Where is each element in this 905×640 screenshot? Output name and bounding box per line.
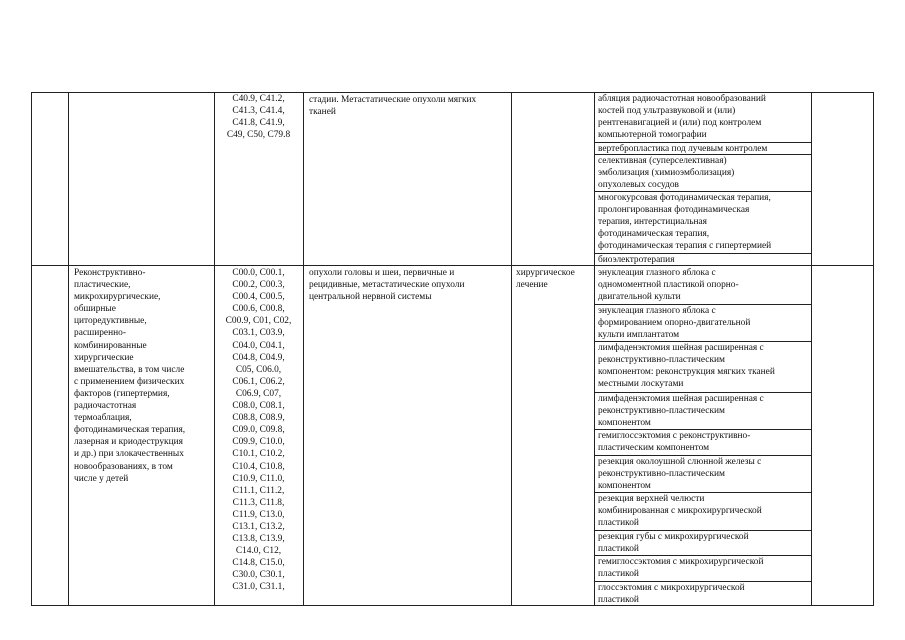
name-line: числе у детей — [74, 473, 129, 484]
method-line: вертебропластика под лучевым контролем — [598, 144, 768, 154]
method-line: резекция губы с микрохирургической — [598, 532, 749, 542]
method-line: селективная (суперселективная) — [598, 156, 727, 166]
icd-code-line: C00.0, C00.1, — [232, 268, 285, 278]
method-line: энуклеация глазного яблока с — [598, 268, 716, 278]
method-cell — [598, 192, 771, 252]
icd-code-line: C41.8, C41.9, — [232, 118, 285, 129]
icd-code-line: C00.9, C01, C02, — [225, 316, 292, 327]
column-divider-3 — [303, 92, 304, 606]
icd-code-line: C13.1, C13.2, — [232, 521, 285, 532]
method-line: пластическим компонентом — [598, 443, 710, 454]
name-line: микрохирургические, — [74, 292, 161, 303]
method-line: пластикой — [598, 595, 639, 606]
name-line: фотодинамическая терапия, — [74, 425, 186, 436]
name-line: новообразованиях, в том — [74, 461, 173, 472]
icd-code-line: C00.6, C00.8, — [232, 304, 285, 315]
method-line: эмболизация (химиоэмболизация) — [598, 168, 735, 179]
method-cell — [598, 93, 766, 141]
table-border-right — [873, 92, 874, 606]
column-divider-1 — [68, 92, 69, 606]
method-line: резекция верхней челюсти — [598, 494, 705, 504]
name-line: хирургические — [74, 352, 134, 363]
method-line: компонентом — [598, 418, 651, 429]
method-line: пластикой — [598, 518, 639, 529]
method-line: резекция околоушной слюнной железы с — [598, 457, 762, 467]
icd-code-line: C09.9, C10.0, — [232, 437, 285, 448]
method-cell — [598, 254, 675, 266]
method-line: компонентом: реконструкция мягких тканей — [598, 367, 775, 378]
method-line: глоссэктомия с микрохирургической — [598, 583, 745, 593]
method-line: культи имплантатом — [598, 330, 680, 341]
icd-code-line: C06.9, C07, — [235, 388, 282, 399]
method-cell — [598, 155, 734, 191]
disease-model-cell — [309, 94, 476, 118]
icd-code-line: C14.8, C15.0, — [232, 558, 285, 569]
name-line: лазерная и криодеструкция — [74, 437, 183, 448]
method-cell — [598, 456, 761, 492]
icd-code-line: C14.0, C12, — [235, 546, 282, 557]
method-line: гемиглоссэктомия с реконструктивно- — [598, 431, 751, 441]
row-divider — [31, 265, 874, 266]
table-border-left — [31, 92, 32, 606]
icd-code-line: C10.9, C11.0, — [232, 473, 285, 484]
icd-codes-cell — [214, 93, 303, 141]
name-line: вмешательства, в том числе — [74, 364, 185, 375]
icd-code-line: C08.0, C08.1, — [232, 401, 285, 412]
name-line: пластические, — [74, 280, 131, 291]
icd-code-line: C31.0, C31.1, — [232, 582, 285, 593]
icd-code-line: C04.8, C04.9, — [232, 352, 285, 363]
icd-code-line: C03.1, C03.9, — [232, 328, 285, 339]
method-line: пролонгированная фотодинамическая — [598, 205, 750, 216]
method-cell — [598, 430, 750, 454]
method-line: фотодинамическая терапия с гипертермией — [598, 241, 772, 252]
table-border-bottom — [31, 605, 874, 606]
icd-code-line: C40.9, C41.2, — [232, 94, 285, 104]
treatment-line: лечение — [516, 280, 548, 291]
method-line: абляция радиочастотная новообразований — [598, 94, 766, 104]
method-cell — [598, 393, 764, 429]
method-line: гемиглоссэктомия с микрохирургической — [598, 557, 764, 567]
treatment-line: хирургическое — [516, 268, 575, 278]
column-divider-5 — [594, 92, 595, 606]
method-cell — [598, 143, 767, 155]
disease-model-cell — [309, 267, 464, 303]
method-cell — [598, 305, 750, 341]
name-line: радиочастотная — [74, 401, 137, 412]
method-line: формированием опорно-двигательной — [598, 318, 751, 329]
name-line: с применением физических — [74, 376, 185, 387]
method-cell — [598, 531, 749, 555]
method-line: энуклеация глазного яблока с — [598, 306, 716, 316]
method-line: многокурсовая фотодинамическая терапия, — [598, 193, 771, 203]
method-line: реконструктивно-пластическим — [598, 469, 725, 480]
method-cell — [598, 493, 762, 529]
treatment-type-cell — [516, 267, 575, 291]
name-line: Реконструктивно- — [74, 268, 146, 278]
icd-code-line: C13.8, C13.9, — [232, 534, 285, 545]
icd-code-line: C41.3, C41.4, — [232, 106, 285, 117]
icd-code-line: C11.3, C11.8, — [232, 497, 285, 508]
method-line: лимфаденэктомия шейная расширенная с — [598, 394, 764, 404]
method-line: компьютерной томографии — [598, 130, 707, 141]
method-cell — [598, 267, 739, 303]
name-line: и др.) при злокачественных — [74, 449, 184, 460]
method-line: рентгенавигацией и (или) под контролем — [598, 118, 762, 129]
icd-code-line: C10.4, C10.8, — [232, 461, 285, 472]
icd-code-line: C11.9, C13.0, — [232, 509, 285, 520]
method-line: двигательной культи — [598, 292, 681, 303]
icd-code-line: C08.8, C08.9, — [232, 413, 285, 424]
icd-code-line: C49, C50, C79.8 — [226, 130, 291, 141]
column-divider-6 — [811, 92, 812, 606]
icd-code-line: C06.1, C06.2, — [232, 376, 285, 387]
icd-code-line: C11.1, C11.2, — [232, 485, 285, 496]
icd-code-line: C10.1, C10.2, — [232, 449, 285, 460]
column-divider-4 — [511, 92, 512, 606]
name-line: обширные — [74, 304, 116, 315]
method-line: лимфаденэктомия шейная расширенная с — [598, 343, 764, 353]
icd-code-line: C30.0, C30.1, — [232, 570, 285, 581]
method-line: местными лоскутами — [598, 379, 684, 390]
name-line: циторедуктивные, — [74, 316, 147, 327]
method-line: комбинированная с микрохирургической — [598, 506, 762, 517]
name-line: расширенно- — [74, 328, 126, 339]
disease-line: стадии. Метастатические опухоли мягких — [309, 95, 477, 105]
name-line: комбинированные — [74, 340, 147, 351]
method-line: реконструктивно-пластическим — [598, 355, 725, 366]
care-type-name-cell — [74, 267, 185, 485]
name-line: термоаблация, — [74, 413, 132, 424]
icd-code-line: C00.2, C00.3, — [232, 280, 285, 291]
icd-code-line: C00.4, C00.5, — [232, 292, 285, 303]
disease-line: центральной нервной системы — [309, 292, 432, 303]
disease-line: тканей — [309, 107, 336, 118]
icd-code-line: C05, C06.0, — [235, 364, 282, 375]
method-line: терапия, интерстициальная — [598, 217, 707, 228]
name-line: факторов (гипертермия, — [74, 388, 170, 399]
method-line: компонентом — [598, 481, 651, 492]
method-line: опухолевых сосудов — [598, 180, 679, 191]
disease-line: рецидивные, метастатические опухоли — [309, 280, 465, 291]
method-line: пластикой — [598, 544, 639, 555]
method-line: пластикой — [598, 569, 639, 580]
method-cell — [598, 582, 745, 606]
method-line: фотодинамическая терапия, — [598, 229, 710, 240]
disease-line: опухоли головы и шеи, первичные и — [309, 268, 455, 278]
method-line: одномоментной пластикой опорно- — [598, 280, 739, 291]
icd-code-line: C09.0, C09.8, — [232, 425, 285, 436]
method-line: биоэлектротерапия — [598, 255, 675, 265]
method-cell — [598, 342, 775, 390]
icd-codes-cell — [214, 267, 303, 594]
method-line: реконструктивно-пластическим — [598, 406, 725, 417]
icd-code-line: C04.0, C04.1, — [232, 340, 285, 351]
method-cell — [598, 556, 764, 580]
method-line: костей под ультразвуковой и (или) — [598, 106, 736, 117]
